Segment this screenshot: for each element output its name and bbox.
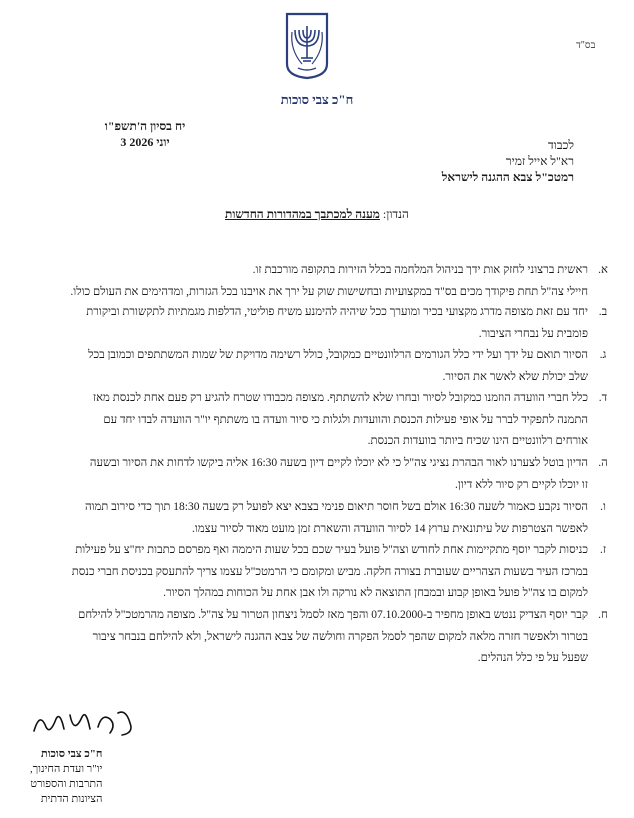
paragraph-label: ד. (598, 392, 608, 404)
signature-name: ח"כ צבי סוכות (40, 748, 103, 760)
addressee-role: רמטכ"ל צבא ההגנה לישראל (441, 170, 574, 184)
paragraph-line: הסיור נקבע כאמור לשעה 16:30 אולם בשל חוסר תיאום פנימי בצבא יצא לפועל רק בשעה 18:30 תוך כדי סירוב תמוה (84, 501, 588, 513)
paragraph-line: התמנה לתפקיד לברר על אופי פעילות הכנסת והוועדות ולגלות כי סיור וועדה בו משתתף יו"ר הוועדה לבדו יחד עם (103, 413, 588, 426)
paragraph-line: הסיור תואם על ידך ועל ידי כלל הגורמים הרלוונטיים כמקובל, כולל רשימה מדויקת של שמות המשתתפים וכמובן בכל (88, 349, 588, 361)
paragraph-line: זו יוכלו לקיים רק סיור ללא דיון. (455, 478, 588, 491)
paragraph-line: שפעל על פי כלל הנהלים. (477, 652, 588, 664)
paragraph-2 (53, 302, 608, 345)
paragraph-line: חיילי צה"ל תחת פיקודך מכים בס"ד במקצועיות ובחשישות שוק על ירך את אויבנו בכל הגזרות, ומדהימים את העולם כולו. (70, 285, 588, 298)
paragraph-line: ראשית ברצוני לחזק אות ידך בניהול המלחמה בכלל הזירות בתקופה מורכבת זו. (252, 264, 588, 276)
paragraph-line: למקום בו צה"ל פועל באופן קבוע ובמבחן התוצאה לא נורקה ולו אבן אחת על הכוחות במהלך הסיור. (163, 587, 588, 599)
paragraph-8 (53, 605, 608, 670)
addressee-block (442, 137, 574, 185)
handwritten-signature (30, 705, 140, 739)
subject-text: מענה למכתבך במהדורות החדשות (225, 207, 380, 221)
signature-block (30, 747, 102, 807)
paragraph-line: יחד עם זאת מצופה מדרג מקצועי בכיר ומוערך ככל שיהיה להימנע משיח פוליטי, הדלפות מגמתיות לתקשורת וביקורת (86, 306, 588, 318)
paragraph-line: שלב יכולת שלא לאשר את הסיור. (442, 370, 588, 383)
paragraph-line: אורחים רלוונטיים הינו שכיח ביותר בוועדות הכנסת. (367, 435, 588, 447)
paragraph-line: קבר יוסף הצדיק ננטש באופן מחפיר ב-07.10.2000 והפך מאז לסמל ניצחון הטרור על צה"ל. מצופה מהרמטכ"ל להילחם (78, 609, 588, 621)
subject-label: הנדון: (382, 207, 409, 221)
paragraph-1 (53, 260, 608, 303)
paragraph-3 (53, 345, 607, 388)
hebrew-date: יח בסיון ה'תשפ"ו (104, 119, 186, 133)
paragraph-label: ג. (599, 349, 607, 361)
paragraph-label: ז. (599, 544, 607, 556)
paragraph-7 (53, 540, 607, 605)
paragraph-line: כניסות לקבר יוסף מתקיימות אחת לחודש וצה"ל פועל בעיר שכם בכל שעות היממה ואף מפרסם כתבות יח"צ על פעילות (75, 544, 588, 556)
paragraph-4 (53, 388, 608, 453)
paragraph-line: הדיון בוטל לצערנו לאור הבהרת נציגי צה"ל כי לא יוכלו לקיים דיון בשעה 16:30 אליה ביקשו לדחות את הסיור ובשעה (89, 457, 588, 469)
paragraph-5 (53, 453, 608, 496)
signature-role: יו"ר ועדת החינוך, (30, 763, 103, 775)
bsd-mark: בס"ד (576, 40, 596, 51)
paragraph-6 (53, 497, 606, 540)
paragraph-line: בטרור ולאפשר חזרה מלאה למקום שהפך לסמל הפקרה וחולשה של צבא ההגנה לישראל, ולא להילחם בנבחר ציבור (92, 630, 588, 643)
addressee-name: רא"ל אייל זמיר (505, 154, 574, 168)
paragraph-line: במרכז העיר בשעות הצהריים שעוברת בצורה חלקה. מביש ומקומם כי הרמטכ"ל עצמו צריך להתעסק בכניסת חברי כנסת (71, 565, 588, 578)
paragraph-line: לאפשר הצטרפות של עיתונאית ערוץ 14 לסיור הוועדה והשארת זמן מועט מאוד לסיור עצמו. (192, 522, 588, 535)
gregorian-date: 3 יוני 2026 (120, 135, 170, 149)
addressee-greeting: לכבוד (547, 138, 574, 152)
paragraph-label: ה. (598, 457, 608, 469)
subject-line (0, 207, 634, 222)
signature-party: הציונות הדתית (40, 793, 103, 805)
state-emblem-icon (284, 12, 330, 80)
paragraph-label: ו. (600, 501, 606, 513)
paragraph-line: כלל חברי הוועדה הוזמנו כמקובל לסיור ובחרו שלא להשתתף. מצופה מכבודו שטרח להגיע רק פעם אחת לכנסת מאז (92, 392, 588, 404)
paragraph-line: פומבית על נבחרי הציבור. (478, 327, 588, 340)
date-block (80, 118, 210, 150)
sender-title: ח"כ צבי סוכות (280, 92, 354, 107)
signature-role-2: התרבות והספורט (30, 778, 103, 790)
paragraph-label: ח. (598, 609, 608, 621)
paragraph-label: ב. (598, 306, 608, 318)
paragraph-label: א. (598, 264, 608, 276)
